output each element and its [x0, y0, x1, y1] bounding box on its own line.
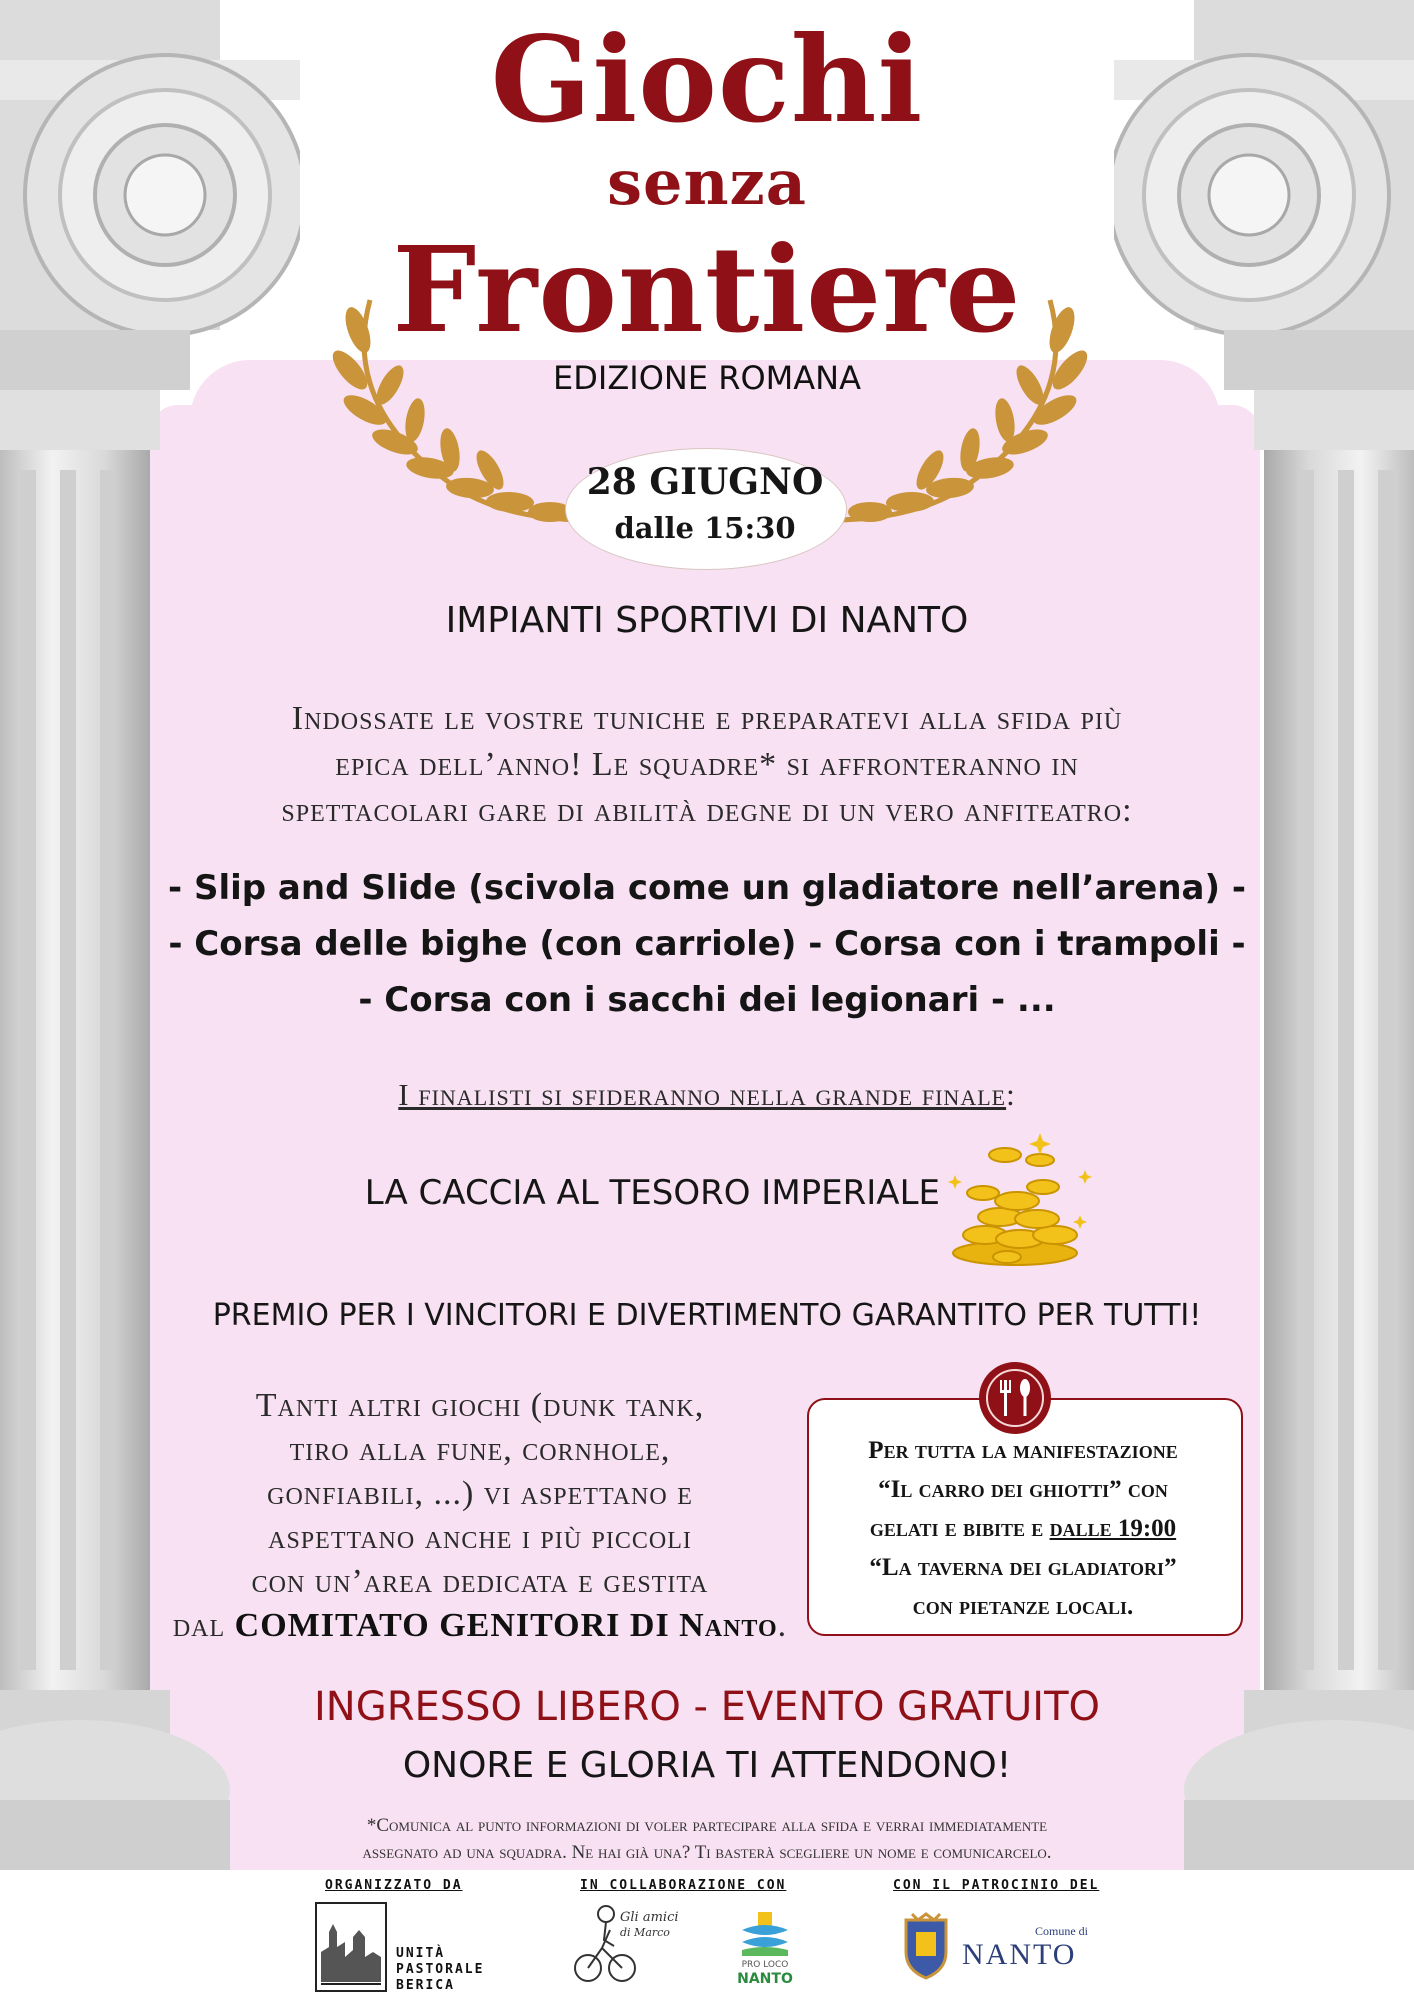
- food-line-5: con pietanze locali.: [912, 1593, 1134, 1620]
- finalists-line: [200, 1072, 1214, 1118]
- other-games-line-6: [170, 1604, 790, 1648]
- footnote-line-1: *Comunica al punto informazioni di voler partecipare alla sfida e verrai immediatamente: [366, 1815, 1048, 1836]
- games-list: [150, 860, 1264, 1028]
- proloco-line-1: PRO LOCO: [741, 1960, 789, 1970]
- amici-line-2: di Marco: [620, 1926, 670, 1939]
- intro-line-2: epica dell’anno! Le squadre* si affronteranno in: [335, 746, 1079, 783]
- event-time: dalle 15:30: [614, 511, 796, 545]
- gold-coins-icon: [945, 1125, 1095, 1270]
- upb-line-3: BERICA: [396, 1978, 455, 1993]
- games-line-2: - Corsa delle bighe (con carriole) - Corsa con i trampoli -: [168, 924, 1246, 964]
- pro-loco-text: [725, 1958, 805, 1986]
- food-line-1: Per tutta la manifestazione: [868, 1437, 1178, 1464]
- collaboration-label: IN COLLABORAZIONE CON: [580, 1878, 787, 1893]
- intro-line-3: spettacolari gare di abilità degne di un vero anfiteatro:: [281, 792, 1133, 829]
- other-games-line-4: aspettano anche i più piccoli: [268, 1519, 692, 1556]
- food-line-4: “La taverna dei gladiatori”: [869, 1554, 1177, 1581]
- other-games-suffix: .: [777, 1607, 788, 1644]
- comune-big: NANTO: [962, 1938, 1077, 1971]
- other-games-prefix: dal: [172, 1607, 235, 1644]
- upb-line-2: PASTORALE: [396, 1962, 485, 1977]
- cutlery-badge-icon: [977, 1360, 1053, 1436]
- edition-subtitle: EDIZIONE ROMANA: [553, 359, 861, 397]
- other-games-line-2: tiro alla fune, cornhole,: [289, 1431, 671, 1468]
- title-frontiere: Frontiere: [392, 220, 1022, 359]
- pro-loco-logo-icon: [738, 1910, 792, 1958]
- other-games-paragraph: [170, 1384, 790, 1648]
- food-line-2: “Il carro dei ghiotti” con: [878, 1476, 1168, 1503]
- honor-line: ONORE E GLORIA TI ATTENDONO!: [402, 1745, 1012, 1786]
- comune-text: [962, 1924, 1088, 1972]
- food-time: dalle 19:00: [1049, 1515, 1177, 1542]
- title-giochi: Giochi: [490, 10, 924, 149]
- title-senza: senza: [607, 146, 807, 219]
- games-line-3: - Corsa con i sacchi dei legionari - ...: [358, 980, 1056, 1020]
- prize-line: PREMIO PER I VINCITORI E DIVERTIMENTO GARANTITO PER TUTTI!: [212, 1298, 1202, 1333]
- finalists-colon: :: [1006, 1077, 1016, 1112]
- footnote-line-2: assegnato ad una squadra. Ne hai già una? Ti basterà scegliere un nome e comunicarcelo.: [362, 1842, 1052, 1863]
- comune-small: Comune di: [1035, 1924, 1088, 1938]
- proloco-line-2: NANTO: [737, 1971, 793, 1987]
- other-games-line-1: Tanti altri giochi (dunk tank,: [255, 1387, 705, 1424]
- intro-line-1: Indossate le vostre tuniche e preparatevi alla sfida più: [291, 700, 1123, 737]
- other-games-line-3: gonfiabili, ...) vi aspettano e: [267, 1475, 693, 1512]
- free-entry-line: INGRESSO LIBERO - EVENTO GRATUITO: [313, 1684, 1100, 1730]
- finalists-text: I finalisti si sfideranno nella grande finale: [398, 1077, 1007, 1112]
- unita-pastorale-logo-icon: [315, 1902, 387, 1992]
- food-line-3-prefix: gelati e bibite e: [869, 1515, 1050, 1542]
- organized-by-label: ORGANIZZATO DA: [325, 1878, 463, 1893]
- other-games-line-5: con un’area dedicata e gestita: [251, 1563, 709, 1600]
- amici-di-marco-text: [620, 1910, 679, 1940]
- upb-line-1: UNITÀ: [396, 1946, 446, 1961]
- food-info-text: [807, 1431, 1239, 1626]
- unita-pastorale-text: [396, 1946, 484, 1994]
- food-line-3: [807, 1509, 1239, 1548]
- event-date: 28 GIUGNO: [586, 461, 824, 503]
- venue-heading: IMPIANTI SPORTIVI DI NANTO: [445, 600, 969, 641]
- intro-paragraph: [160, 696, 1254, 834]
- treasure-hunt-title: LA CACCIA AL TESORO IMPERIALE: [364, 1173, 940, 1213]
- comune-crest-icon: [898, 1912, 954, 1982]
- footnote: [170, 1812, 1244, 1866]
- patronage-label: CON IL PATROCINIO DEL: [893, 1878, 1100, 1893]
- amici-line-1: Gli amici: [620, 1910, 679, 1925]
- games-line-1: - Slip and Slide (scivola come un gladiatore nell’arena) -: [168, 868, 1246, 908]
- parents-committee: COMITATO GENITORI DI Nanto: [234, 1607, 778, 1644]
